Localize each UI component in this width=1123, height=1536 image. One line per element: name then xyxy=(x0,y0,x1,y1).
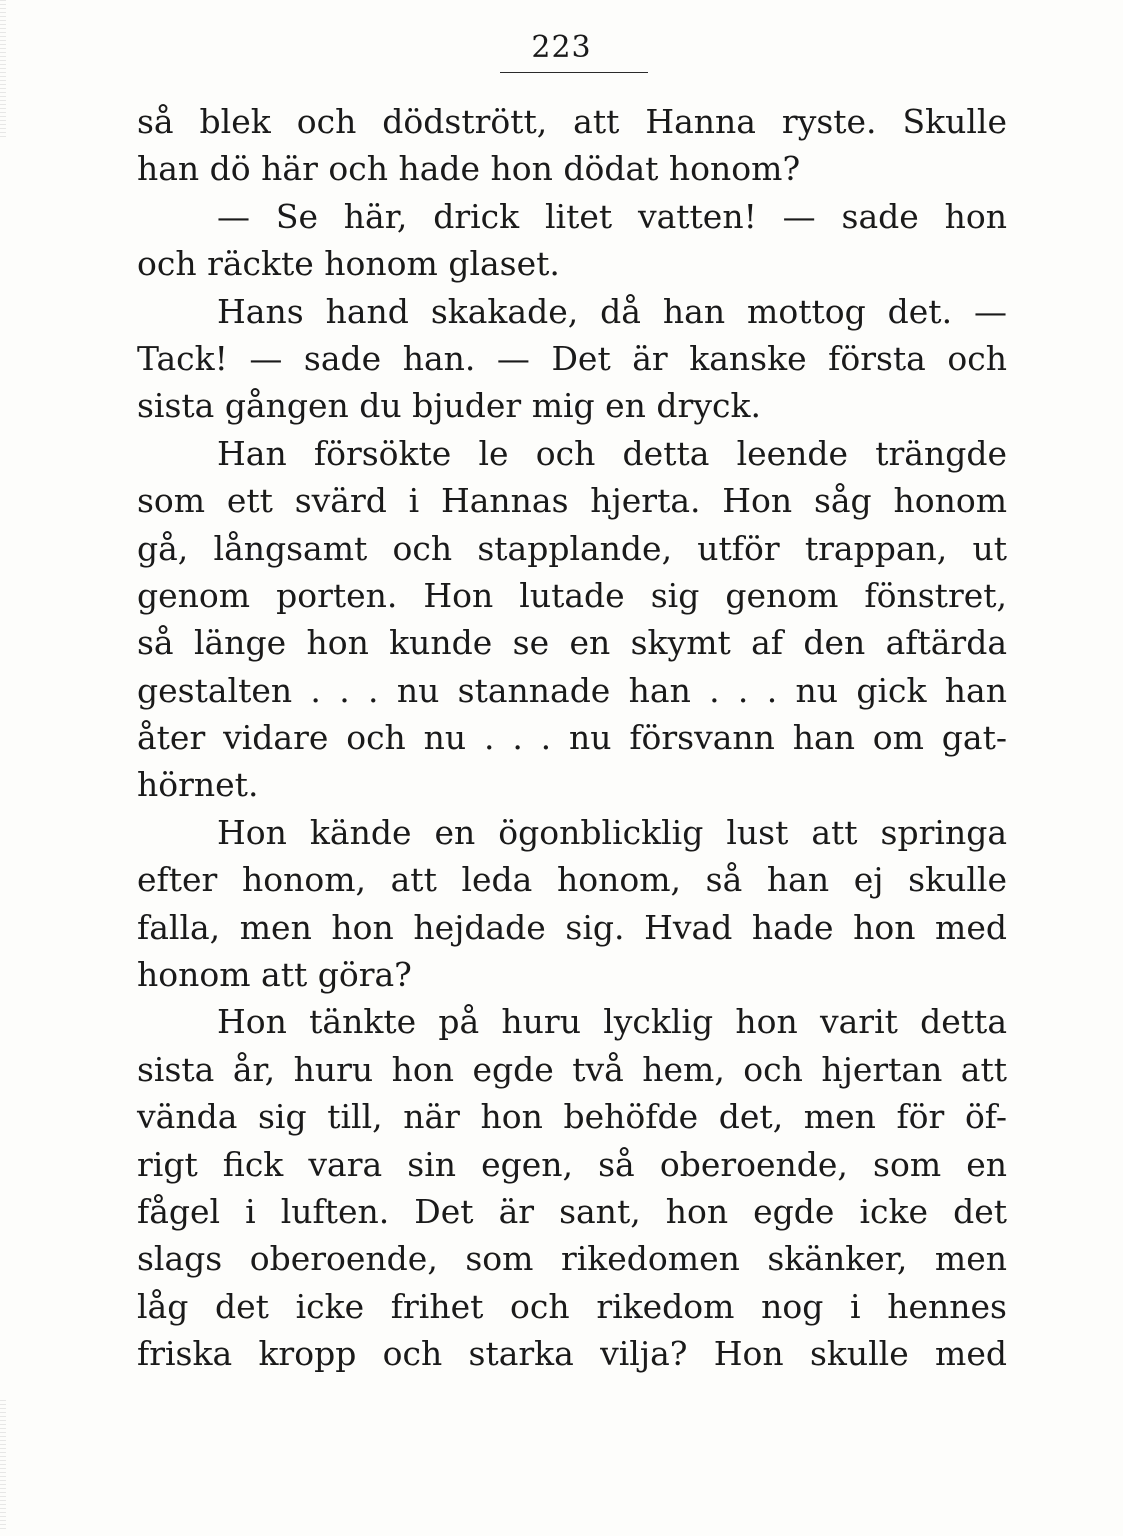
text-line: sista år, huru hon egde två hem, och hjertan att xyxy=(137,1049,1007,1089)
scan-edge-speckle xyxy=(0,1400,6,1530)
text-line: åter vidare och nu . . . nu försvann han om gat- xyxy=(137,718,1007,758)
text-line: så länge hon kunde se en skymt af den aftärda xyxy=(137,623,1007,663)
text-line: — Se här, drick litet vatten! — sade hon xyxy=(217,196,1007,236)
text-line: så blek och dödstrött, att Hanna ryste. Skulle xyxy=(137,102,1007,141)
text-line: hörnet. xyxy=(137,765,259,805)
text-line: som ett svärd i Hannas hjerta. Hon såg honom xyxy=(137,481,1007,521)
scan-edge-speckle xyxy=(0,0,6,140)
text-line: rigt fick vara sin egen, så oberoende, som en xyxy=(137,1144,1007,1184)
text-line: vända sig till, när hon behöfde det, men för öf- xyxy=(137,1097,1007,1137)
text-line: Hon kände en ögonblicklig lust att springa xyxy=(217,812,1007,852)
text-line: falla, men hon hejdade sig. Hvad hade hon med xyxy=(137,907,1007,947)
text-line: efter honom, att leda honom, så han ej skulle xyxy=(137,860,1007,900)
text-line: genom porten. Hon lutade sig genom fönstret, xyxy=(137,575,1007,615)
text-line: Hans hand skakade, då han mottog det. — xyxy=(217,291,1007,331)
text-line: han dö här och hade hon dödat honom? xyxy=(137,149,801,189)
text-line: friska kropp och starka vilja? Hon skulle med xyxy=(137,1334,1007,1374)
text-line: Tack! — sade han. — Det är kanske första och xyxy=(137,338,1007,378)
text-line: gestalten . . . nu stannade han . . . nu gick han xyxy=(137,670,1007,710)
text-line: Hon tänkte på huru lycklig hon varit detta xyxy=(217,1002,1007,1042)
text-line: låg det icke frihet och rikedom nog i hennes xyxy=(137,1286,1007,1326)
body-text xyxy=(137,98,1007,1378)
text-line: slags oberoende, som rikedomen skänker, men xyxy=(137,1239,1007,1279)
text-line: fågel i luften. Det är sant, hon egde icke det xyxy=(137,1191,1007,1231)
text-line: sista gången du bjuder mig en dryck. xyxy=(137,386,761,426)
page-number: 223 xyxy=(531,30,592,65)
text-line: Han försökte le och detta leende trängde xyxy=(217,433,1007,473)
text-line: honom att göra? xyxy=(137,955,412,995)
page-number-rule xyxy=(500,72,648,73)
text-line: och räckte honom glaset. xyxy=(137,244,560,284)
text-line: gå, långsamt och stapplande, utför trappan, ut xyxy=(137,528,1007,568)
